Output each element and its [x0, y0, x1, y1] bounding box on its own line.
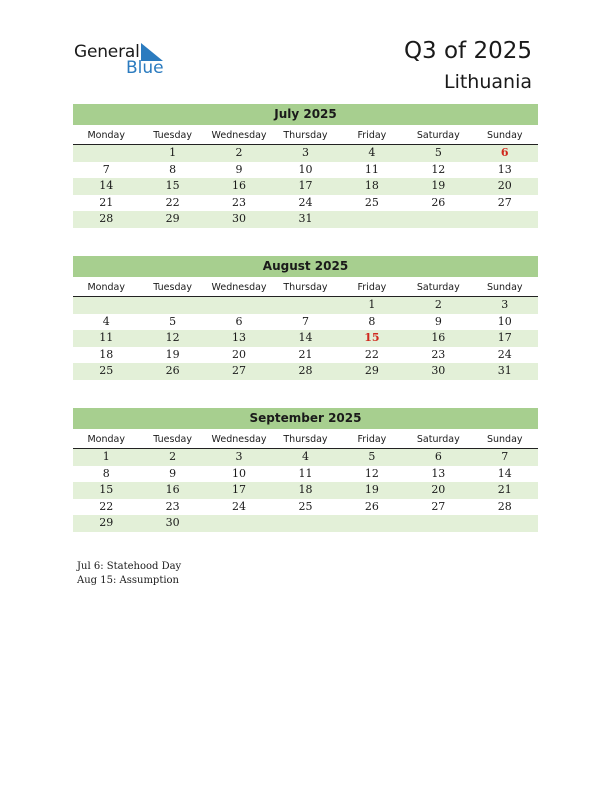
day-cell [73, 145, 139, 162]
month-title: September 2025 [73, 408, 538, 429]
weekday-header-row [73, 280, 538, 297]
weekday-label: Saturday [416, 130, 460, 141]
day-cell: 4 [102, 314, 110, 328]
day-cell [472, 211, 538, 228]
day-cell [206, 515, 272, 532]
day-cell [339, 211, 405, 228]
day-cell: 10 [497, 314, 512, 328]
day-cell: 18 [364, 179, 379, 193]
weekday-label: Wednesday [211, 434, 267, 445]
holiday-notes [77, 560, 181, 587]
day-cell: 2 [235, 146, 243, 159]
holiday-date: 15 [364, 331, 380, 345]
day-cell: 12 [431, 162, 446, 176]
weekday-label: Sunday [486, 130, 523, 141]
week-row [73, 178, 538, 195]
day-cell: 13 [431, 466, 446, 480]
day-cell: 5 [434, 146, 442, 159]
day-cell: 31 [298, 212, 313, 226]
day-cell: 27 [497, 195, 512, 209]
weekday-label: Tuesday [153, 434, 192, 445]
weekday-label: Friday [357, 282, 387, 293]
brand-logo [74, 42, 174, 78]
week-row [73, 363, 538, 380]
week-row [73, 330, 538, 347]
logo-text-general: General [74, 42, 140, 62]
day-cell: 16 [165, 483, 180, 497]
day-cell [405, 211, 471, 228]
day-cell: 20 [431, 483, 446, 497]
day-cell: 5 [169, 314, 177, 328]
day-cell: 11 [298, 466, 313, 480]
day-cell: 13 [497, 162, 512, 176]
weekday-header-row [73, 128, 538, 145]
day-cell: 15 [99, 483, 114, 497]
day-cell [472, 515, 538, 532]
holiday-note: Aug 15: Assumption [77, 574, 180, 586]
weekday-label: Sunday [486, 282, 523, 293]
day-cell: 7 [102, 162, 110, 176]
day-cell: 26 [165, 364, 180, 378]
day-cell: 18 [99, 347, 114, 361]
day-cell: 24 [298, 195, 313, 209]
day-cell: 4 [368, 146, 376, 159]
week-row [73, 515, 538, 532]
day-cell [405, 515, 471, 532]
day-cell: 16 [431, 331, 446, 345]
day-cell: 3 [235, 450, 243, 463]
day-cell: 28 [497, 499, 512, 513]
day-cell: 17 [232, 483, 247, 497]
day-cell: 23 [431, 347, 446, 361]
day-cell: 7 [501, 450, 509, 463]
day-cell: 12 [165, 331, 180, 345]
weekday-label: Thursday [283, 434, 328, 445]
day-cell: 25 [364, 195, 379, 209]
day-cell [73, 297, 139, 314]
day-cell: 6 [434, 450, 442, 463]
day-cell: 8 [102, 466, 110, 480]
day-cell: 19 [165, 347, 180, 361]
day-cell: 8 [368, 314, 376, 328]
week-row [73, 195, 538, 212]
weekday-label: Saturday [416, 434, 460, 445]
month-title: July 2025 [73, 104, 538, 125]
day-cell: 20 [497, 179, 512, 193]
day-cell: 23 [232, 195, 247, 209]
day-cell: 26 [364, 499, 379, 513]
day-cell: 22 [165, 195, 180, 209]
day-cell: 22 [364, 347, 379, 361]
day-cell: 29 [99, 516, 114, 530]
weekday-label: Sunday [486, 434, 523, 445]
day-cell [139, 297, 205, 314]
weekday-label: Thursday [283, 130, 328, 141]
day-cell: 25 [99, 364, 114, 378]
week-row [73, 162, 538, 179]
month-title: August 2025 [73, 256, 538, 277]
month-calendar [73, 256, 538, 380]
week-row [73, 145, 538, 162]
day-cell: 1 [169, 146, 177, 159]
day-cell: 11 [364, 162, 379, 176]
day-cell: 24 [232, 499, 247, 513]
weekday-label: Thursday [283, 282, 328, 293]
day-cell: 19 [431, 179, 446, 193]
day-cell: 10 [298, 162, 313, 176]
week-row [73, 211, 538, 228]
weekday-label: Saturday [416, 282, 460, 293]
day-cell: 3 [301, 146, 309, 159]
day-cell: 12 [364, 466, 379, 480]
day-cell: 23 [165, 499, 180, 513]
day-cell: 2 [434, 298, 442, 311]
country-name: Lithuania [443, 71, 532, 93]
day-cell: 1 [102, 450, 110, 463]
month-calendar [73, 408, 538, 532]
day-cell: 22 [99, 499, 114, 513]
day-cell: 26 [431, 195, 446, 209]
day-cell: 3 [501, 298, 509, 311]
day-cell: 9 [169, 466, 177, 480]
week-row [73, 466, 538, 483]
day-cell: 29 [364, 364, 379, 378]
holiday-date: 6 [500, 146, 509, 159]
day-cell: 15 [165, 179, 180, 193]
week-row [73, 482, 538, 499]
day-cell [206, 297, 272, 314]
week-row [73, 297, 538, 314]
day-cell: 13 [232, 331, 247, 345]
day-cell: 4 [301, 450, 309, 463]
day-cell: 16 [232, 179, 247, 193]
day-cell: 18 [298, 483, 313, 497]
week-row [73, 314, 538, 331]
weekday-label: Wednesday [211, 130, 267, 141]
week-row [73, 449, 538, 466]
day-cell: 5 [368, 450, 376, 463]
day-cell: 27 [431, 499, 446, 513]
week-row [73, 347, 538, 364]
day-cell: 19 [364, 483, 379, 497]
weekday-label: Tuesday [153, 282, 192, 293]
day-cell: 20 [232, 347, 247, 361]
day-cell: 2 [169, 450, 177, 463]
day-cell: 30 [431, 364, 446, 378]
day-cell: 24 [497, 347, 512, 361]
weekday-label: Friday [357, 130, 387, 141]
day-cell: 9 [434, 314, 442, 328]
day-cell: 17 [497, 331, 512, 345]
day-cell: 21 [497, 483, 512, 497]
weekday-label: Monday [87, 282, 125, 293]
weekday-label: Monday [87, 130, 125, 141]
weekday-label: Friday [357, 434, 387, 445]
day-cell: 14 [497, 466, 512, 480]
day-cell: 14 [99, 179, 114, 193]
day-cell: 25 [298, 499, 313, 513]
weekday-label: Wednesday [211, 282, 267, 293]
day-cell: 31 [497, 364, 512, 378]
day-cell: 30 [232, 212, 247, 226]
day-cell: 14 [298, 331, 313, 345]
month-calendar [73, 104, 538, 228]
day-cell: 1 [368, 298, 376, 311]
day-cell [272, 297, 338, 314]
day-cell: 11 [99, 331, 114, 345]
day-cell: 9 [235, 162, 243, 176]
holiday-note: Jul 6: Statehood Day [77, 561, 182, 572]
week-row [73, 499, 538, 516]
day-cell: 21 [298, 347, 313, 361]
day-cell: 30 [165, 516, 180, 530]
page-title: Q3 of 2025 [403, 38, 532, 64]
weekday-label: Tuesday [153, 130, 192, 141]
weekday-label: Monday [87, 434, 125, 445]
weekday-header-row [73, 432, 538, 449]
day-cell: 8 [169, 162, 177, 176]
day-cell: 17 [298, 179, 313, 193]
day-cell: 6 [235, 314, 243, 328]
day-cell: 27 [232, 364, 247, 378]
day-cell: 21 [99, 195, 114, 209]
day-cell: 28 [99, 212, 114, 226]
logo-text-blue: Blue [126, 58, 164, 78]
day-cell: 7 [301, 314, 309, 328]
day-cell [272, 515, 338, 532]
day-cell: 29 [165, 212, 180, 226]
day-cell: 28 [298, 364, 313, 378]
day-cell: 10 [232, 466, 247, 480]
day-cell [339, 515, 405, 532]
